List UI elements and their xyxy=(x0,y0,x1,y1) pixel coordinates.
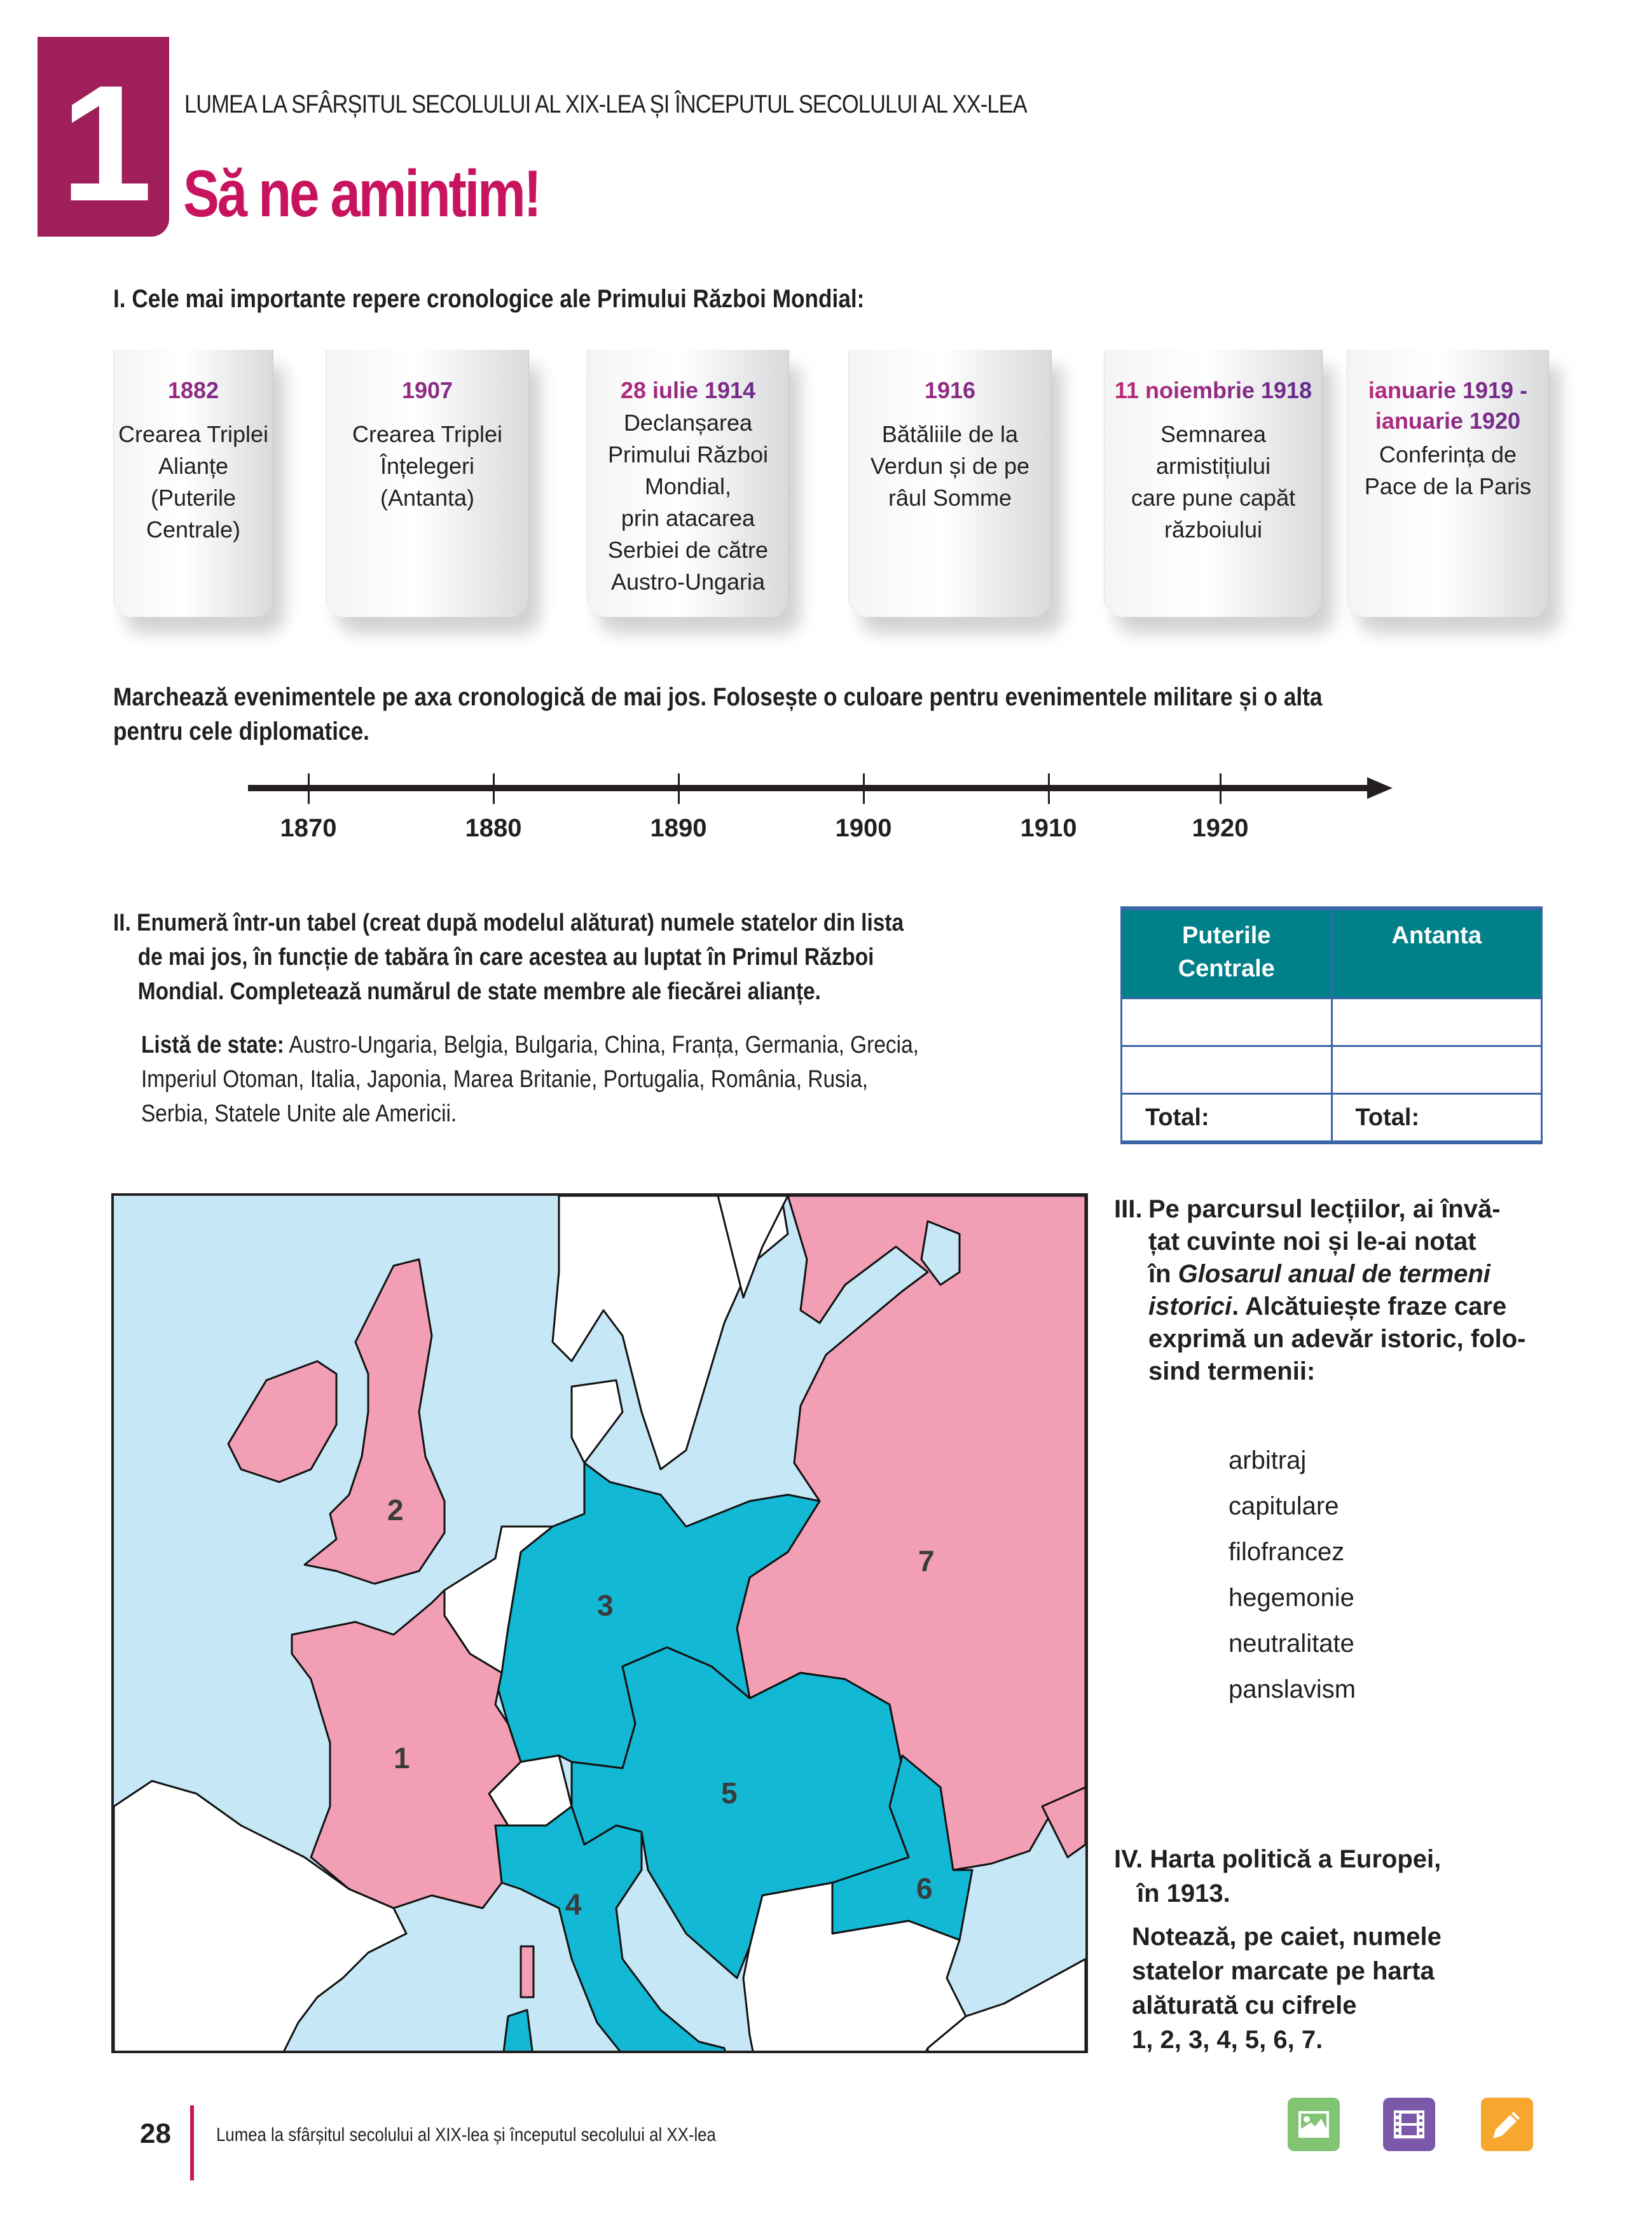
card-date: 1907 xyxy=(326,375,528,406)
map-label-7: 7 xyxy=(918,1544,935,1577)
card-date: ianuarie 1919 - ianuarie 1920 xyxy=(1347,375,1548,436)
arrow-right-icon xyxy=(1367,777,1393,799)
europe-1913-map xyxy=(111,1193,1088,2053)
tick-label: 1900 xyxy=(835,814,892,842)
total-central-cell[interactable]: Total: xyxy=(1122,1094,1332,1143)
table-cell[interactable] xyxy=(1332,999,1542,1046)
card-text: Crearea Triplei Înțelegeri (Antanta) xyxy=(352,421,503,511)
terms-list xyxy=(1229,1437,1356,1712)
term-item: neutralitate xyxy=(1229,1630,1354,1658)
card-date: 1882 xyxy=(114,375,273,406)
term-item: filofrancez xyxy=(1229,1538,1345,1566)
timeline-card-1919 xyxy=(1347,350,1549,617)
tick-1870 xyxy=(308,773,310,804)
timeline-card-1907 xyxy=(326,350,529,617)
video-button[interactable] xyxy=(1383,2098,1435,2151)
timeline-instruction-2: pentru cele diplomatice. xyxy=(113,717,369,745)
image-icon xyxy=(1298,2111,1329,2138)
tick-1910 xyxy=(1048,773,1050,804)
alliance-table xyxy=(1120,906,1543,1144)
card-date: 11 noiembrie 1918 xyxy=(1105,375,1322,406)
state-list: Listă de state: Austro-Ungaria, Belgia, Bulgaria, China, Franța, Germania, Grecia, Imperiul Otoman, Italia, Japonia, Marea Britanie, Portugalia, România, Rusia, Serbia, Statele Unite ale Americii. xyxy=(141,1032,919,1127)
tick-label: 1920 xyxy=(1192,814,1249,842)
map-label-1: 1 xyxy=(394,1742,410,1775)
tick-label: 1890 xyxy=(650,814,707,842)
timeline-instruction-1: Marchează evenimentele pe axa cronologică de mai jos. Folosește o culoare pentru evenimentele militare și o alta xyxy=(113,683,1323,711)
timeline-card-1882 xyxy=(113,350,273,617)
chapter-number: 1 xyxy=(60,52,146,236)
total-entente-cell[interactable]: Total: xyxy=(1332,1094,1542,1143)
card-text: Declanșarea Primului Război Mondial, prin atacarea Serbiei de către Austro-Ungaria xyxy=(607,410,769,595)
tick-1900 xyxy=(863,773,865,804)
exercise-button[interactable] xyxy=(1481,2098,1533,2151)
header-entente: Antanta xyxy=(1332,908,1542,999)
card-text: Bătăliile de la Verdun și de pe râul Somme xyxy=(870,421,1030,511)
map-label-2: 2 xyxy=(387,1493,404,1527)
lesson-title: Să ne amintim! xyxy=(183,157,540,231)
tick-label: 1870 xyxy=(280,814,337,842)
map-label-6: 6 xyxy=(916,1872,933,1905)
term-item: capitulare xyxy=(1229,1492,1339,1520)
timeline-card-1916 xyxy=(848,350,1052,617)
film-icon xyxy=(1394,2110,1424,2138)
timeline-axis xyxy=(248,785,1373,791)
map-svg xyxy=(114,1196,1085,2051)
section-4-instruction: IV. Harta politică a Europei, în 1913. Notează, pe caiet, numele statelor marcate pe harta alăturată cu cifrele 1, 2, 3, 4, 5, 6, 7. xyxy=(1114,1845,1442,2054)
table-cell[interactable] xyxy=(1332,1046,1542,1094)
term-item: arbitraj xyxy=(1229,1446,1307,1474)
card-date: 28 iulie 1914 xyxy=(588,375,788,406)
header-central-powers: Puterile Centrale xyxy=(1122,908,1332,999)
map-label-5: 5 xyxy=(721,1776,738,1810)
card-text: Semnarea armistițiului care pune capăt războiului xyxy=(1131,421,1296,543)
term-item: hegemonie xyxy=(1229,1584,1354,1612)
pencil-icon xyxy=(1492,2109,1522,2140)
tick-1880 xyxy=(493,773,495,804)
footer-divider xyxy=(190,2105,194,2180)
timeline-card-1914 xyxy=(587,350,789,617)
running-title: Lumea la sfârșitul secolului al XIX-lea și începutul secolului al XX-lea xyxy=(216,2124,716,2145)
page-number: 28 xyxy=(140,2118,171,2149)
section-1-heading: I. Cele mai importante repere cronologice ale Primului Război Mondial: xyxy=(113,285,865,313)
tick-1920 xyxy=(1220,773,1222,804)
timeline-card-1918 xyxy=(1104,350,1323,617)
card-text: Conferința de Pace de la Paris xyxy=(1364,441,1532,499)
section-2-instruction: II. Enumeră într-un tabel (creat după modelul alăturat) numele statelor din lista de mai jos, în funcție de tabăra în care acestea au luptat în Primul Război Mondial. Completează numărul de state membre ale fiecărei alianțe. xyxy=(113,910,904,1005)
table-cell[interactable] xyxy=(1122,999,1332,1046)
tick-label: 1880 xyxy=(465,814,522,842)
tick-label: 1910 xyxy=(1020,814,1077,842)
image-button[interactable] xyxy=(1288,2098,1340,2151)
map-label-3: 3 xyxy=(597,1589,614,1622)
tick-1890 xyxy=(678,773,680,804)
table-cell[interactable] xyxy=(1122,1046,1332,1094)
map-label-4: 4 xyxy=(565,1888,582,1921)
card-text: Crearea Triplei Alianțe (Puterile Centrale) xyxy=(118,421,269,543)
card-date: 1916 xyxy=(849,375,1051,406)
section-3-instruction: III. Pe parcursul lecțiilor, ai învă- țat cuvinte noi și le-ai notat în Glosarul anual de termeni istorici. Alcătuiește fraze care exprimă un adevăr istoric, folo- sind termenii: xyxy=(1114,1195,1526,1385)
chapter-title: LUMEA LA SFÂRȘITUL SECOLULUI AL XIX-LEA ȘI ÎNCEPUTUL SECOLULUI AL XX-LEA xyxy=(184,90,1027,118)
term-item: panslavism xyxy=(1229,1675,1356,1703)
